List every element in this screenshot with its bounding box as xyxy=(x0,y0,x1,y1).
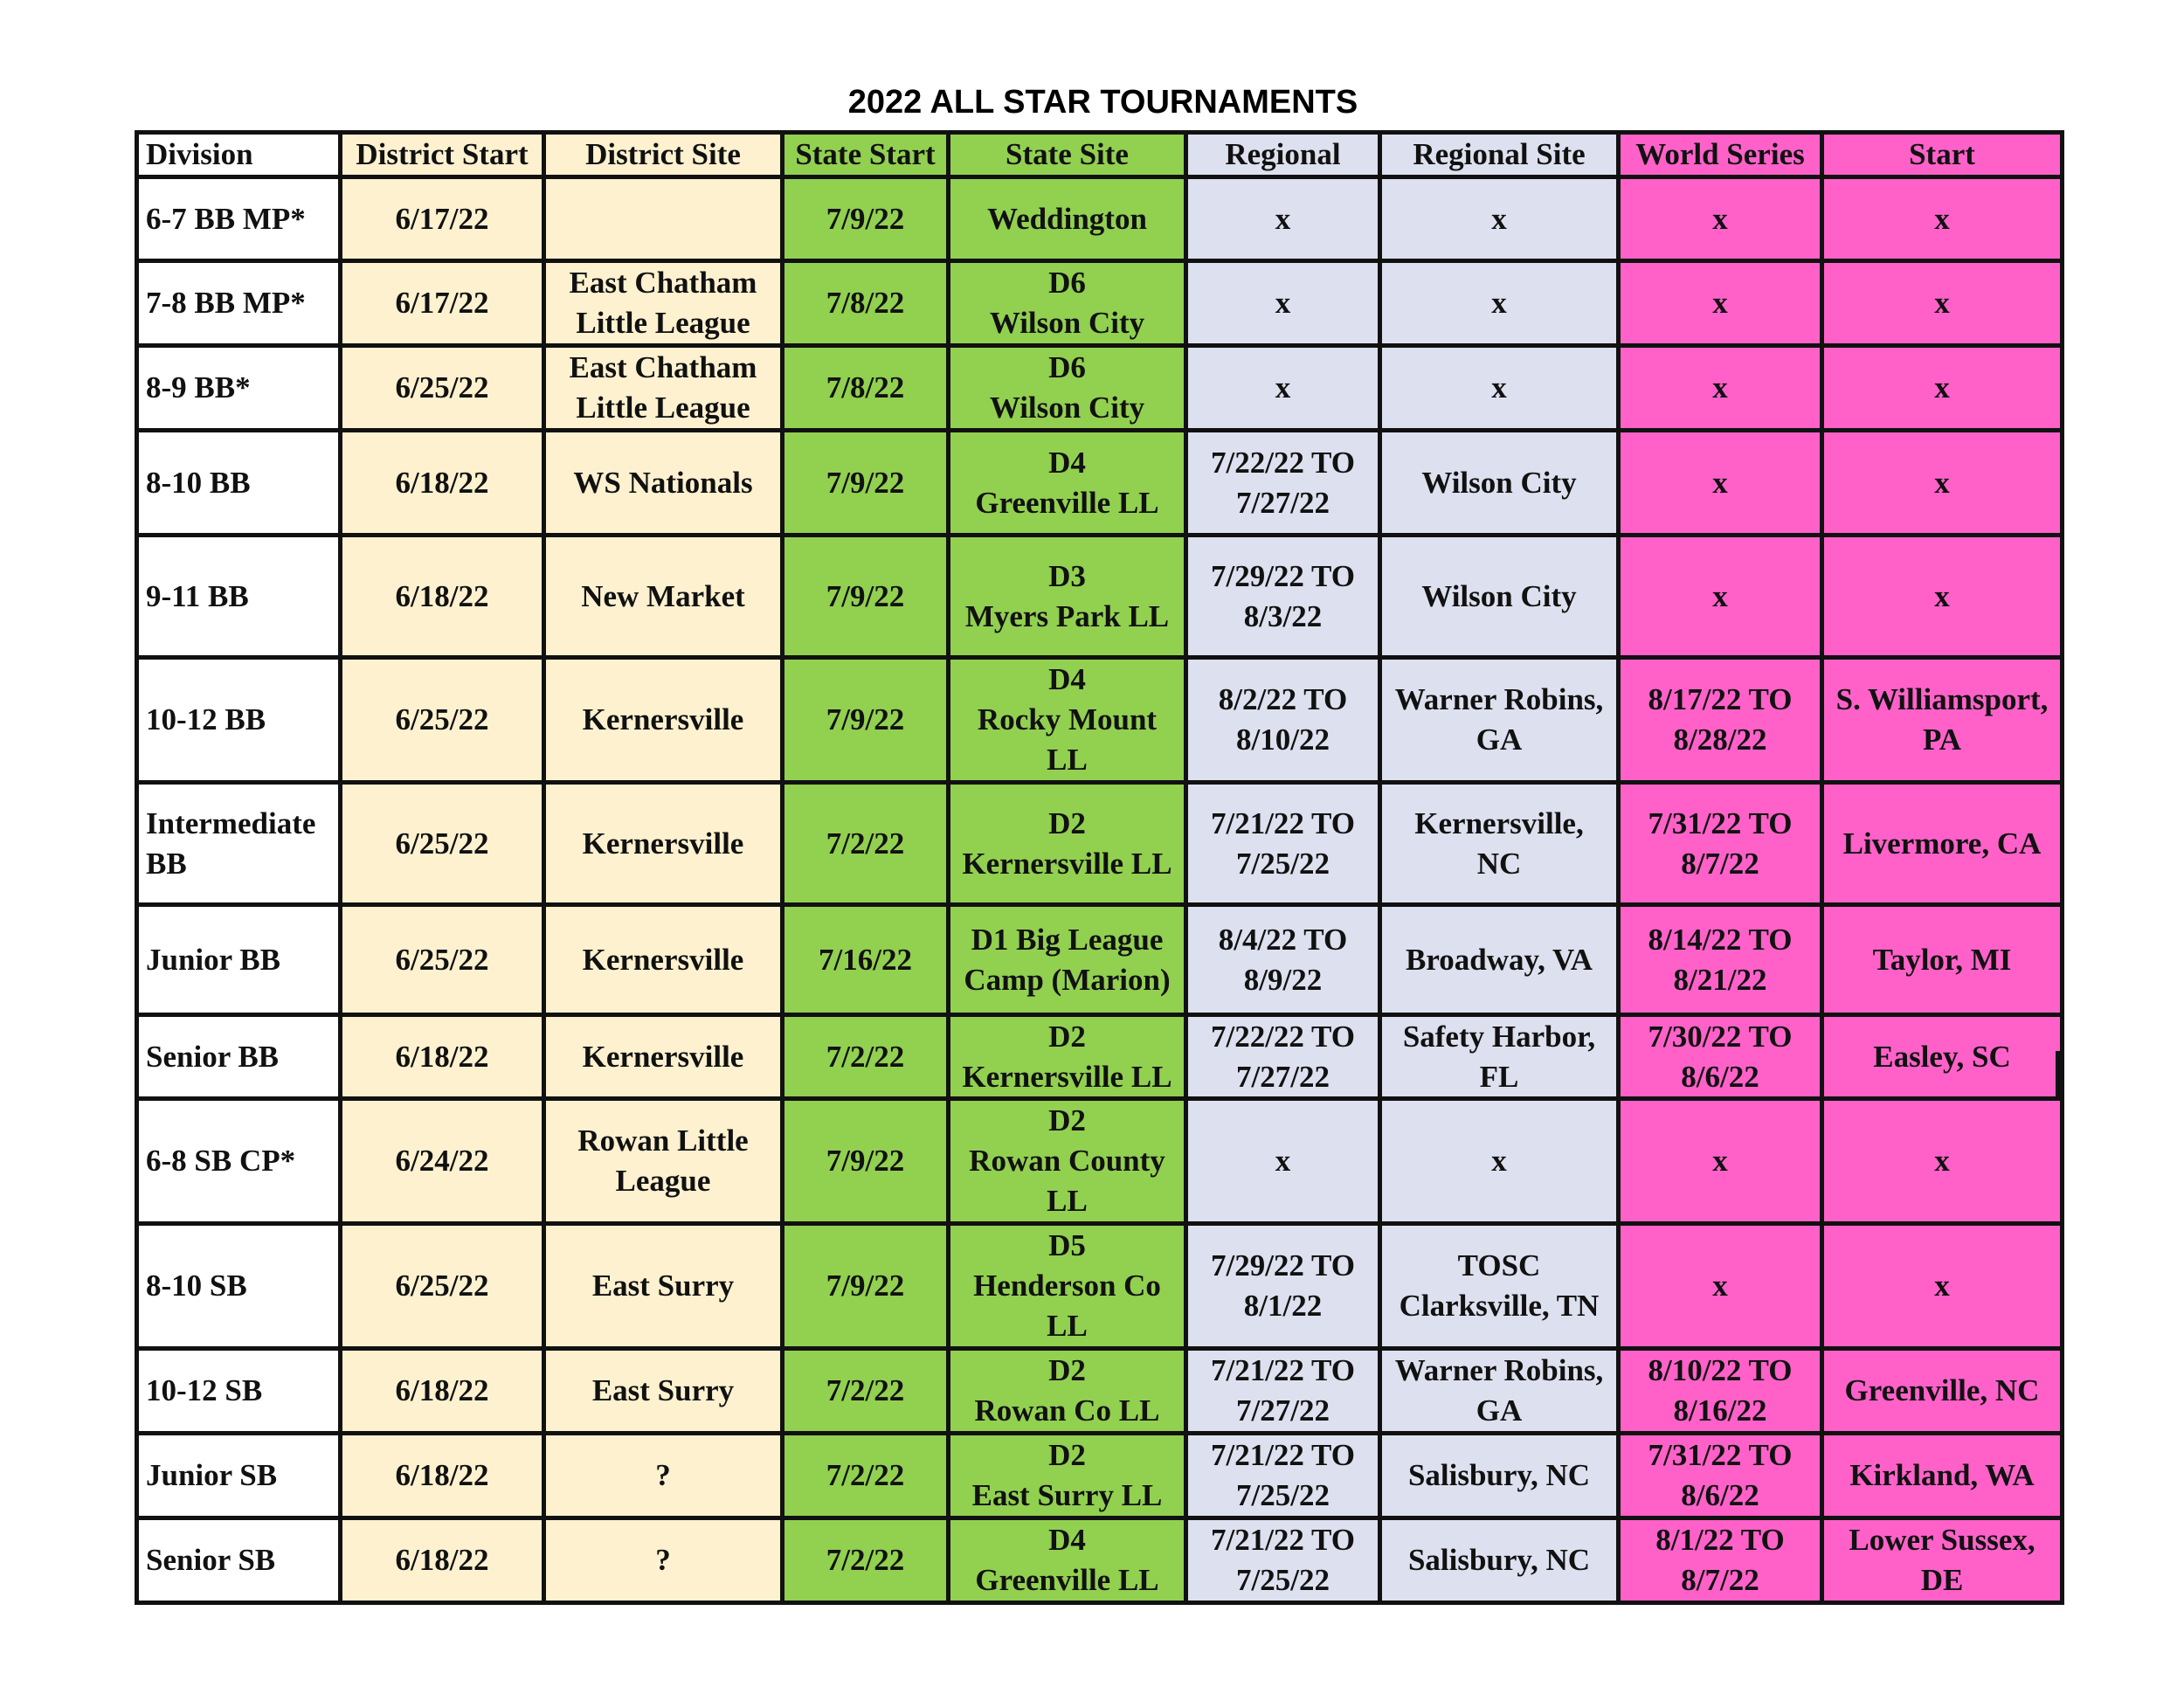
cell-division: 7-8 BB MP* xyxy=(137,261,341,346)
cell-state-site: D4 Rocky Mount LL xyxy=(949,658,1186,783)
cell-regional: 7/29/22 TO 8/1/22 xyxy=(1186,1224,1380,1349)
cell-district-site: ? xyxy=(544,1518,783,1603)
cell-district-start: 6/18/22 xyxy=(341,1518,544,1603)
cell-district-site: Rowan Little League xyxy=(544,1099,783,1224)
cell-district-site: Kernersville xyxy=(544,1015,783,1100)
cell-regional: 8/2/22 TO 8/10/22 xyxy=(1186,658,1380,783)
header-row xyxy=(137,133,2063,177)
cell-start: S. Williamsport, PA xyxy=(1822,658,2063,783)
cell-regional-site: Wilson City xyxy=(1380,431,1619,536)
cell-division: 9-11 BB xyxy=(137,536,341,658)
cell-world-series: x xyxy=(1619,1099,1822,1224)
cell-world-series: 7/31/22 TO 8/7/22 xyxy=(1619,783,1822,905)
cell-division: 8-10 BB xyxy=(137,431,341,536)
cell-start: Easley, SC xyxy=(1822,1015,2063,1100)
cell-regional: x xyxy=(1186,1099,1380,1224)
cell-state-start: 7/8/22 xyxy=(783,261,949,346)
header-start: Start xyxy=(1822,133,2063,177)
cell-division: 6-7 BB MP* xyxy=(137,177,341,261)
cell-regional: 7/21/22 TO 7/25/22 xyxy=(1186,1434,1380,1518)
cell-regional-site: x xyxy=(1380,1099,1619,1224)
cell-regional-site: Wilson City xyxy=(1380,536,1619,658)
cell-regional: 7/29/22 TO 8/3/22 xyxy=(1186,536,1380,658)
cell-start: x xyxy=(1822,431,2063,536)
cell-district-site: Kernersville xyxy=(544,658,783,783)
table-row xyxy=(137,431,2063,536)
cell-state-start: 7/9/22 xyxy=(783,1224,949,1349)
cell-world-series: 8/10/22 TO 8/16/22 xyxy=(1619,1349,1822,1434)
cell-state-site: Weddington xyxy=(949,177,1186,261)
cell-district-start: 6/25/22 xyxy=(341,346,544,431)
cell-world-series: x xyxy=(1619,431,1822,536)
cell-regional-site: Warner Robins, GA xyxy=(1380,658,1619,783)
cell-regional: x xyxy=(1186,177,1380,261)
cell-division: Junior SB xyxy=(137,1434,341,1518)
cell-division: Senior SB xyxy=(137,1518,341,1603)
cell-state-start: 7/9/22 xyxy=(783,177,949,261)
cell-state-site: D4 Greenville LL xyxy=(949,1518,1186,1603)
cell-state-start: 7/9/22 xyxy=(783,536,949,658)
cell-start: Greenville, NC xyxy=(1822,1349,2063,1434)
cell-state-start: 7/9/22 xyxy=(783,658,949,783)
cell-state-start: 7/16/22 xyxy=(783,905,949,1015)
cell-regional: 7/21/22 TO 7/27/22 xyxy=(1186,1349,1380,1434)
cell-regional-site: Salisbury, NC xyxy=(1380,1518,1619,1603)
cell-world-series: x xyxy=(1619,261,1822,346)
cell-regional-site: Warner Robins, GA xyxy=(1380,1349,1619,1434)
header-division: Division xyxy=(137,133,341,177)
cell-district-site: East Chatham Little League xyxy=(544,261,783,346)
cell-regional: 7/21/22 TO 7/25/22 xyxy=(1186,1518,1380,1603)
cell-regional-site: Salisbury, NC xyxy=(1380,1434,1619,1518)
table-row xyxy=(137,1518,2063,1603)
cell-district-site: New Market xyxy=(544,536,783,658)
cell-state-site: D6 Wilson City xyxy=(949,261,1186,346)
table-row xyxy=(137,905,2063,1015)
cell-division: 8-10 SB xyxy=(137,1224,341,1349)
cell-district-site: East Surry xyxy=(544,1224,783,1349)
cell-district-start: 6/24/22 xyxy=(341,1099,544,1224)
cell-division: 8-9 BB* xyxy=(137,346,341,431)
cell-regional-site: x xyxy=(1380,261,1619,346)
header-state-start: State Start xyxy=(783,133,949,177)
cell-state-start: 7/2/22 xyxy=(783,1015,949,1100)
cell-regional-site: x xyxy=(1380,177,1619,261)
cell-regional: x xyxy=(1186,346,1380,431)
cell-district-site: East Chatham Little League xyxy=(544,346,783,431)
cell-district-start: 6/18/22 xyxy=(341,431,544,536)
header-state-site: State Site xyxy=(949,133,1186,177)
cell-state-start: 7/9/22 xyxy=(783,431,949,536)
cell-state-site: D3 Myers Park LL xyxy=(949,536,1186,658)
cell-world-series: 7/30/22 TO 8/6/22 xyxy=(1619,1015,1822,1100)
cell-regional: 7/21/22 TO 7/25/22 xyxy=(1186,783,1380,905)
cell-regional-site: x xyxy=(1380,346,1619,431)
cell-state-site: D6 Wilson City xyxy=(949,346,1186,431)
cell-district-start: 6/25/22 xyxy=(341,1224,544,1349)
table-section-gap xyxy=(135,1051,2060,1096)
cell-division: 10-12 SB xyxy=(137,1349,341,1434)
cell-state-start: 7/2/22 xyxy=(783,1434,949,1518)
cell-division: Junior BB xyxy=(137,905,341,1015)
cell-district-start: 6/18/22 xyxy=(341,536,544,658)
cell-start: Taylor, MI xyxy=(1822,905,2063,1015)
table-row xyxy=(137,261,2063,346)
cell-district-start: 6/25/22 xyxy=(341,658,544,783)
cell-start: Lower Sussex, DE xyxy=(1822,1518,2063,1603)
cell-start: Kirkland, WA xyxy=(1822,1434,2063,1518)
table-row xyxy=(137,536,2063,658)
cell-world-series: 8/14/22 TO 8/21/22 xyxy=(1619,905,1822,1015)
cell-district-start: 6/18/22 xyxy=(341,1434,544,1518)
cell-state-site: D1 Big League Camp (Marion) xyxy=(949,905,1186,1015)
header-district-site: District Site xyxy=(544,133,783,177)
header-district-start: District Start xyxy=(341,133,544,177)
cell-state-site: D2 East Surry LL xyxy=(949,1434,1186,1518)
cell-state-start: 7/9/22 xyxy=(783,1099,949,1224)
cell-division: 10-12 BB xyxy=(137,658,341,783)
cell-regional-site: TOSC Clarksville, TN xyxy=(1380,1224,1619,1349)
cell-start: x xyxy=(1822,1099,2063,1224)
table-row xyxy=(137,346,2063,431)
table-row xyxy=(137,1099,2063,1224)
cell-division: Intermediate BB xyxy=(137,783,341,905)
cell-district-site: East Surry xyxy=(544,1349,783,1434)
cell-world-series: 7/31/22 TO 8/6/22 xyxy=(1619,1434,1822,1518)
page-title: 2022 ALL STAR TOURNAMENTS xyxy=(847,84,1358,121)
cell-state-start: 7/2/22 xyxy=(783,1349,949,1434)
cell-district-start: 6/17/22 xyxy=(341,261,544,346)
cell-regional: x xyxy=(1186,261,1380,346)
header-regional: Regional xyxy=(1186,133,1380,177)
cell-world-series: x xyxy=(1619,1224,1822,1349)
table-row xyxy=(137,1224,2063,1349)
cell-start: Livermore, CA xyxy=(1822,783,2063,905)
cell-regional-site: Kernersville, NC xyxy=(1380,783,1619,905)
cell-regional: 7/22/22 TO 7/27/22 xyxy=(1186,1015,1380,1100)
cell-state-site: D2 Kernersville LL xyxy=(949,1015,1186,1100)
cell-state-site: D5 Henderson Co LL xyxy=(949,1224,1186,1349)
table-row xyxy=(137,783,2063,905)
cell-start: x xyxy=(1822,536,2063,658)
cell-state-site: D2 Kernersville LL xyxy=(949,783,1186,905)
cell-world-series: x xyxy=(1619,177,1822,261)
cell-district-site: Kernersville xyxy=(544,905,783,1015)
softball-schedule-table xyxy=(135,1096,2064,1605)
header-regional-site: Regional Site xyxy=(1380,133,1619,177)
cell-start: x xyxy=(1822,346,2063,431)
table-row xyxy=(137,658,2063,783)
cell-start: x xyxy=(1822,261,2063,346)
cell-district-site: WS Nationals xyxy=(544,431,783,536)
cell-regional: 7/22/22 TO 7/27/22 xyxy=(1186,431,1380,536)
cell-state-site: D4 Greenville LL xyxy=(949,431,1186,536)
cell-division: Senior BB xyxy=(137,1015,341,1100)
cell-district-site xyxy=(544,177,783,261)
header-world-series: World Series xyxy=(1619,133,1822,177)
table-row xyxy=(137,1349,2063,1434)
cell-division: 6-8 SB CP* xyxy=(137,1099,341,1224)
table-row xyxy=(137,1434,2063,1518)
cell-district-start: 6/25/22 xyxy=(341,783,544,905)
cell-state-start: 7/8/22 xyxy=(783,346,949,431)
cell-start: x xyxy=(1822,1224,2063,1349)
cell-district-site: Kernersville xyxy=(544,783,783,905)
cell-state-start: 7/2/22 xyxy=(783,783,949,905)
cell-district-start: 6/25/22 xyxy=(341,905,544,1015)
cell-regional-site: Broadway, VA xyxy=(1380,905,1619,1015)
baseball-schedule-table xyxy=(135,130,2064,1102)
cell-world-series: 8/17/22 TO 8/28/22 xyxy=(1619,658,1822,783)
cell-district-start: 6/18/22 xyxy=(341,1349,544,1434)
cell-state-start: 7/2/22 xyxy=(783,1518,949,1603)
cell-world-series: 8/1/22 TO 8/7/22 xyxy=(1619,1518,1822,1603)
cell-world-series: x xyxy=(1619,346,1822,431)
cell-district-site: ? xyxy=(544,1434,783,1518)
cell-regional-site: Safety Harbor, FL xyxy=(1380,1015,1619,1100)
table-row xyxy=(137,177,2063,261)
cell-regional: 8/4/22 TO 8/9/22 xyxy=(1186,905,1380,1015)
cell-state-site: D2 Rowan Co LL xyxy=(949,1349,1186,1434)
cell-world-series: x xyxy=(1619,536,1822,658)
cell-state-site: D2 Rowan County LL xyxy=(949,1099,1186,1224)
cell-district-start: 6/17/22 xyxy=(341,177,544,261)
cell-district-start: 6/18/22 xyxy=(341,1015,544,1100)
cell-start: x xyxy=(1822,177,2063,261)
